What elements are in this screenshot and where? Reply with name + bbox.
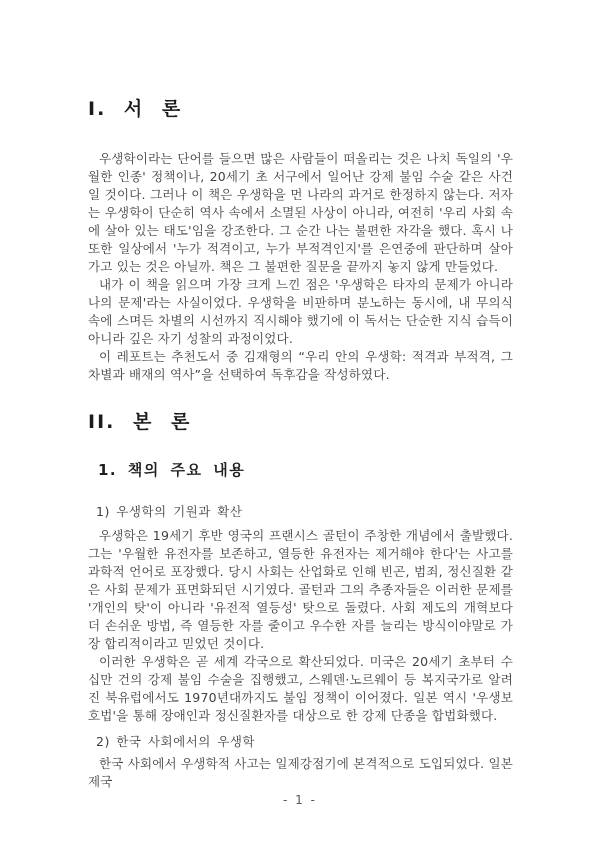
topic-2-paragraph-1: 한국 사회에서 우생학적 사고는 일제강점기에 본격적으로 도입되었다. 일본 제국 [88,756,513,789]
chapter-1-heading: 1. 책의 주요 내용 [98,461,246,479]
topic-2-heading: 2) 한국 사회에서의 우생학 [96,734,256,749]
page-number: - 1 - [283,793,317,807]
topic-1-paragraph-1: 우생학은 19세기 후반 영국의 프랜시스 골턴이 주창한 개념에서 출발했다. 그는 '우월한 유전자를 보존하고, 열등한 유전자는 제거해야 한다'는 사고를 과학적 언어로 포장했다. 당시 사회는 산업화로 인해 빈곤, 범죄, 정신질환 같은 사회 문제가 표면화되던 시기였다. 골턴과 그의 추종자들은 이러한 문제를 '개인의 탓'이 아니라 '유전적 열등성' 탓으로 돌렸다. 사회 제도의 개혁보다 더 손쉬운 방법, 즉 열등한 자를 줄이고 우수한 자를 늘리는 방식이야말로 가장 합리적이라고 믿었던 것이다. [88,528,513,651]
intro-paragraph-2: 내가 이 책을 읽으며 가장 크게 느낀 점은 '우생학은 타자의 문제가 아니라 나의 문제'라는 사실이었다. 우생학을 비판하며 분노하는 동시에, 내 무의식 속에 스며든 차별의 시선까지 직시해야 했기에 이 독서는 단순한 지식 습득이 아니라 깊은 자기 성찰의 과정이었다. [88,277,513,346]
intro-paragraph-3: 이 레포트는 추천도서 중 김재형의 “우리 안의 우생학: 적격과 부적격, 그 차별과 배재의 역사”을 선택하여 독후감을 작성하였다. [88,349,513,382]
topic-1-paragraph-2: 이러한 우생학은 곧 세계 각국으로 확산되었다. 미국은 20세기 초부터 수십만 건의 강제 불임 수술을 집행했고, 스웨덴·노르웨이 등 복지국가로 알려진 북유럽에서도 1970년대까지도 불임 정책이 이어졌다. 일본 역시 '우생보호법'을 통해 장애인과 정신질환자를 대상으로 한 강제 단종을 합법화했다. [88,654,513,723]
body-section-title: II. 본 론 [88,411,192,433]
topic-1-heading: 1) 우생학의 기원과 확산 [96,504,243,519]
intro-paragraph-1: 우생학이라는 단어를 들으면 많은 사람들이 떠올리는 것은 나치 독일의 '우월한 인종' 정책이나, 20세기 초 서구에서 일어난 강제 불임 수술 같은 사건일 것이다. 그러나 이 책은 우생학을 먼 나라의 과거로 한정하지 않는다. 저자는 우생학이 단순히 역사 속에서 소멸된 사상이 아니라, 여전히 '우리 사회 속에 살아 있는 태도'임을 강조한다. 그 순간 나는 불편한 자각을 했다. 혹시 나 또한 일상에서 '누가 적격이고, 누가 부적격인지'를 은연중에 판단하며 살아가고 있는 것은 아닐까. 책은 그 불편한 질문을 끝까지 놓지 않게 만들었다. [88,151,513,274]
intro-section-title: I. 서 론 [88,98,183,120]
